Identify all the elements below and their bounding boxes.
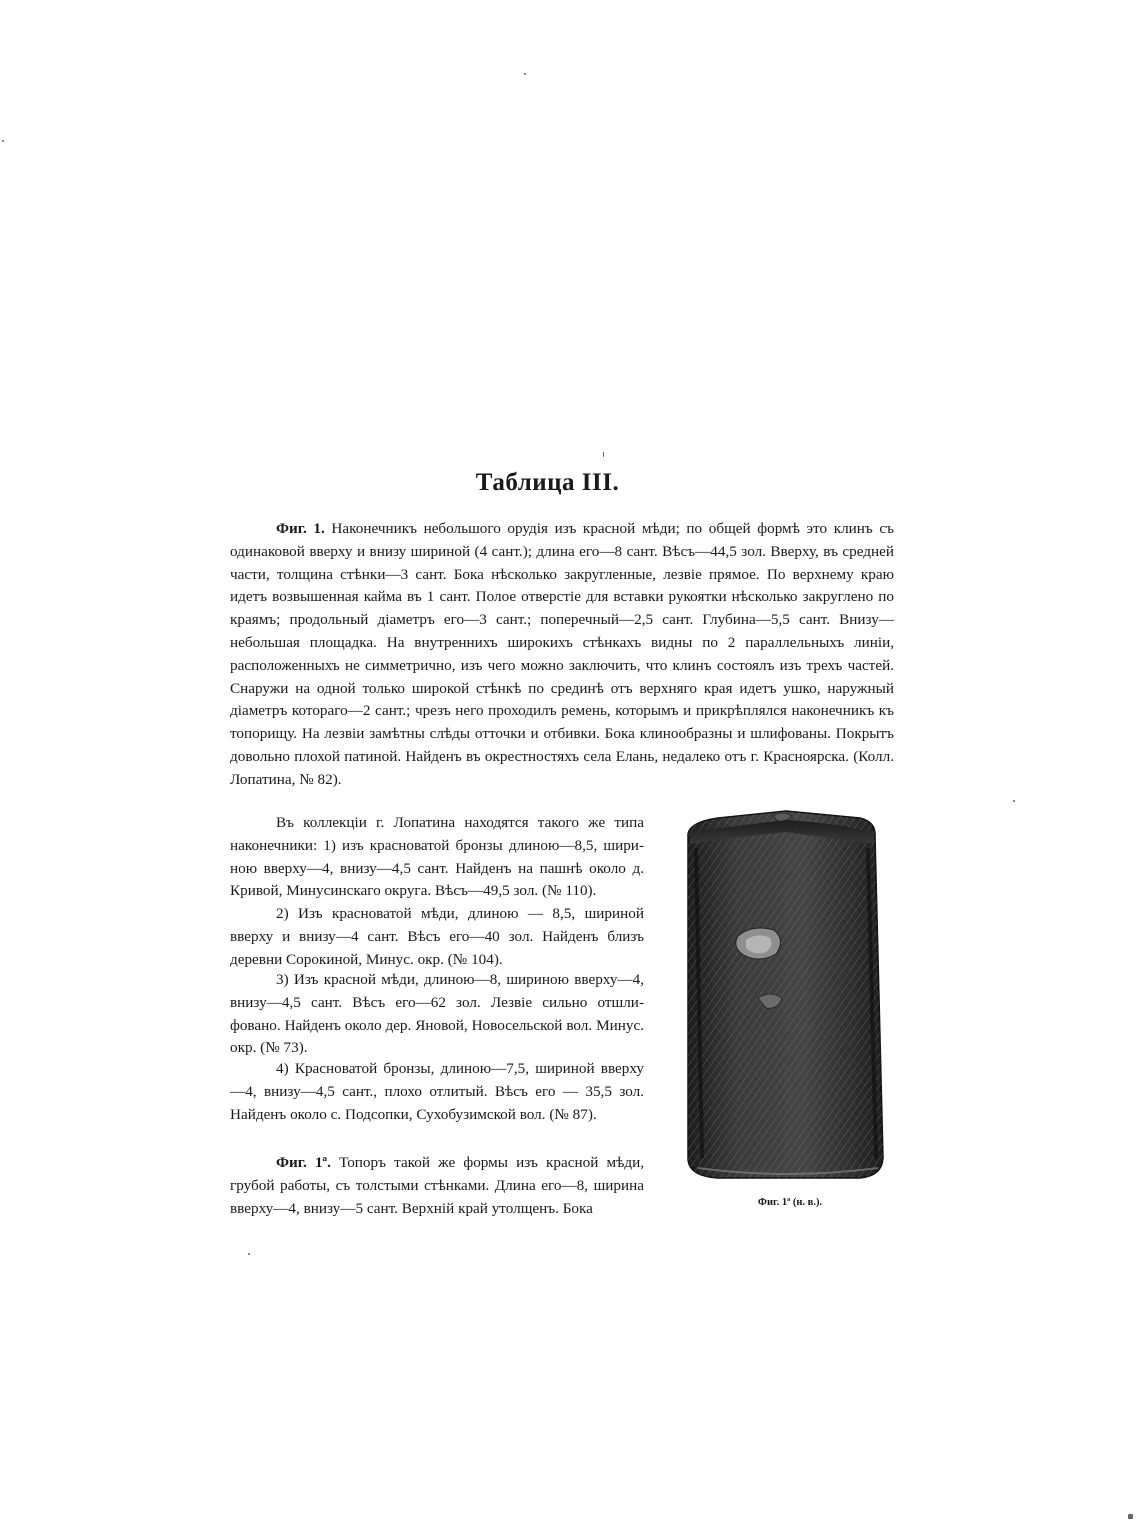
fig1-text: Наконечникъ небольшого орудія изъ красной мѣди; по общей формѣ это клинъ съ одинаковой вверху и внизу шириной (4 сант.); длина его—8 сант. Вѣсъ—44,5 зол. Вверху, въ средней части, толщина стѣнки—3 сант. Бока нѣсколько закругленные, лезвіе прямое. По верхнему краю идетъ возвышенная кайма въ 1 сант. Полое отверстіе для вставки рукоятки нѣсколько закруглено по краямъ; продольный діаметръ его—3 сант.; поперечный—2,5 сант. Глубина—5,5 сант. Внизу—небольшая площадка. На внутреннихъ широкихъ стѣнкахъ видны по 2 параллельныхъ линіи, расположенныхъ не симметрично, изъ чего можно заключить, что клинъ состоялъ изъ трехъ частей. Снаружи на одной только широкой стѣнкѣ по срединѣ отъ верхняго края идетъ ушко, наружный діаметръ котораго—2 сант.; чрезъ него проходилъ ремень, которымъ и прикрѣплялся наконечникъ къ топорищу. На лезвіи замѣтны слѣды отточки и отбивки. Бока клинообразны и шлифованы. Покрытъ довольно плохой патиной. Найденъ въ окрестностяхъ села Елань, недалеко отъ г. Красноярска. (Колл. Лопатина, № 82). — [230, 520, 894, 788]
scan-speck — [1128, 1514, 1133, 1519]
axe-head-illustration — [678, 808, 896, 1186]
fig1a-label: Фиг. 1ª. — [276, 1154, 331, 1171]
scan-speck — [524, 73, 526, 75]
scan-speck — [603, 452, 604, 457]
scan-speck — [248, 1253, 250, 1255]
collection-paragraph-2: 2) Изъ красноватой мѣди, длиною — 8,5, шириной вверху и внизу—4 сант. Вѣсъ его—40 зол. Найденъ близъ деревни Сорокиной, Минус. окр. (№ 104). — [230, 905, 644, 968]
fig1-description — [230, 518, 894, 792]
collection-paragraph-1: Въ коллекціи г. Лопатина находятся такого же типа наконечники: 1) изъ красноватой бронзы длиною—8,5, шириною вверху—4, внизу—4,5 сант. Найденъ на пашнѣ около д. Кривой, Минусинскаго округа. Вѣсъ—49,5 зол. (№ 110). — [230, 814, 644, 900]
fig1a-text: Топоръ такой же формы изъ красной мѣди, грубой работы, съ толстыми стѣнками. Длина его—8, ширина вверху—4, внизу—5 сант. Верхній край утолщенъ. Бока — [230, 1154, 645, 1217]
collection-paragraph-3: 3) Изъ красной мѣди, длиною—8, шириною вверху—4, внизу—4,5 сант. Вѣсъ его—62 зол. Лезвіе сильно отшлифовано. Найденъ около дер. Яновой, Новосельской вол. Минус. окр. (№ 73). — [230, 971, 644, 1057]
scan-speck — [2, 140, 4, 142]
figure-caption: Фиг. 1ª (н. в.). — [757, 1197, 823, 1208]
collection-paragraph-4: 4) Красноватой бронзы, длиною—7,5, шириной вверху—4, внизу—4,5 сант., плохо отлитый. Вѣсъ его — 35,5 зол. Найденъ около с. Подсопки, Сухобузимской вол. (№ 87). — [230, 1060, 644, 1123]
scan-speck — [1013, 800, 1015, 802]
page-title: Таблица III. — [475, 469, 620, 496]
fig1a-description — [230, 1152, 644, 1220]
fig1-label: Фиг. 1. — [276, 520, 325, 537]
